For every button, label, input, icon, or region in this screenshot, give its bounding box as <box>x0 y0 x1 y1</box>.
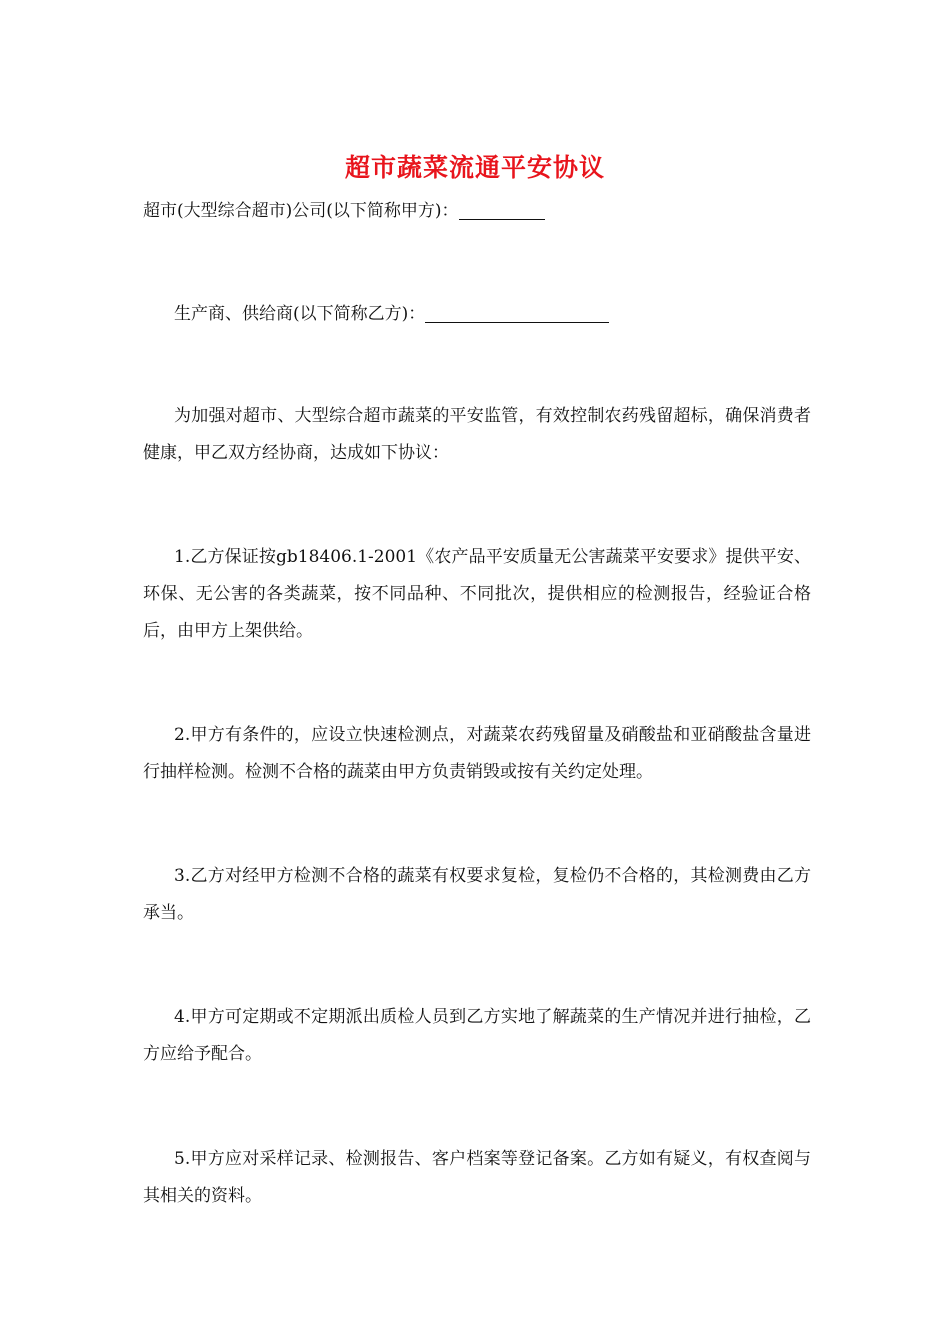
clause-1: 1.乙方保证按gb18406.1-2001《农产品平安质量无公害蔬菜平安要求》提供平安、环保、无公害的各类蔬菜，按不同品种、不同批次，提供相应的检测报告，经验证合格后，由甲方上架供给。 <box>143 547 811 641</box>
clause-4: 4.甲方可定期或不定期派出质检人员到乙方实地了解蔬菜的生产情况并进行抽检，乙方应给予配合。 <box>143 1007 811 1064</box>
party-b-blank <box>425 300 609 323</box>
party-a-line <box>143 193 813 230</box>
intro-paragraph: 为加强对超市、大型综合超市蔬菜的平安监管，有效控制农药残留超标，确保消费者健康，甲乙双方经协商，达成如下协议： <box>143 406 811 463</box>
document-title: 超市蔬菜流通平安协议 <box>344 153 605 182</box>
party-b-line <box>174 296 844 333</box>
party-b-label: 生产商、供给商(以下简称乙方)： <box>174 304 426 324</box>
party-a-label: 超市(大型综合超市)公司(以下简称甲方)： <box>143 201 459 221</box>
clause-3: 3.乙方对经甲方检测不合格的蔬菜有权要求复检，复检仍不合格的，其检测费由乙方承当。 <box>143 866 811 923</box>
party-a-blank <box>459 197 545 220</box>
clause-2: 2.甲方有条件的，应设立快速检测点，对蔬菜农药残留量及硝酸盐和亚硝酸盐含量进行抽样检测。检测不合格的蔬菜由甲方负责销毁或按有关约定处理。 <box>143 725 811 782</box>
clause-5: 5.甲方应对采样记录、检测报告、客户档案等登记备案。乙方如有疑义，有权查阅与其相关的资料。 <box>143 1149 811 1206</box>
